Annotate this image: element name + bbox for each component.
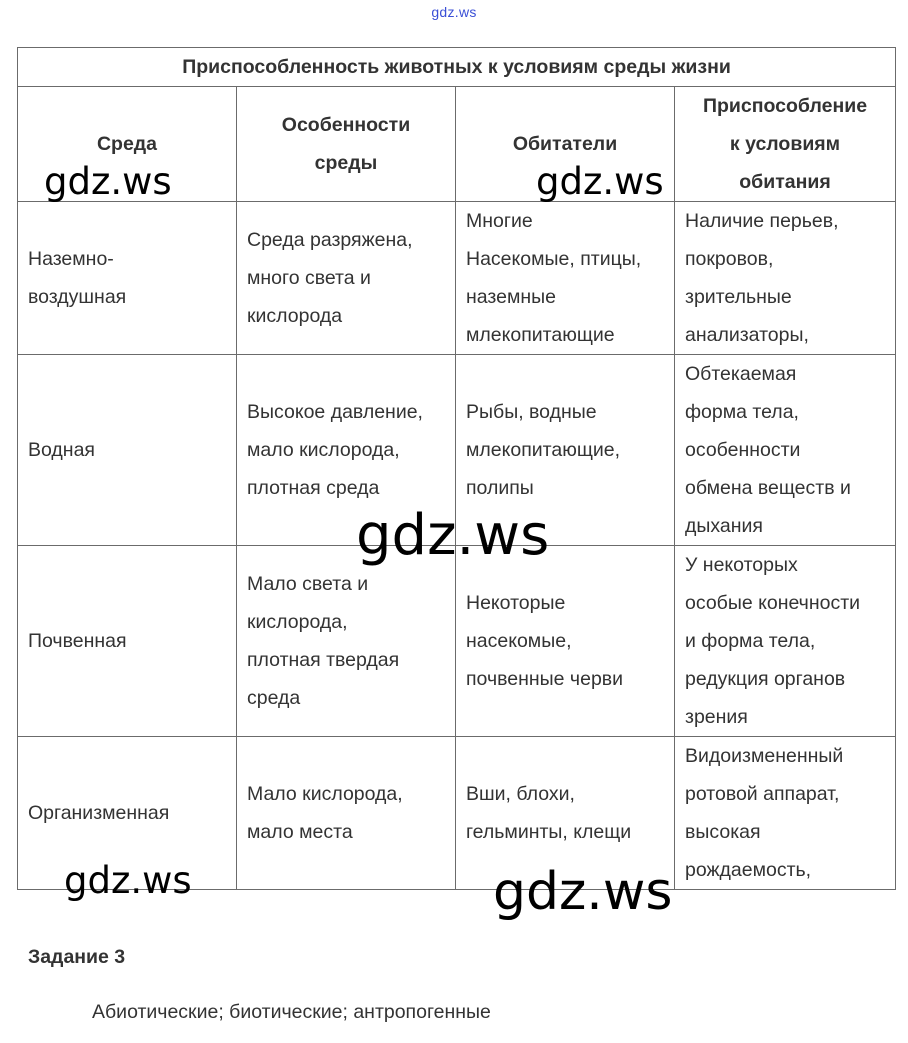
cell-line: зрительные [685,286,792,308]
cell-line: высокая [685,821,761,843]
cell-line: к условиям [729,133,841,155]
cell-line: млекопитающие, [466,439,621,461]
header-features [237,87,456,202]
table-title: Приспособленность животных к условиям среды жизни [18,48,896,87]
adaptation-table [17,47,896,890]
table-title-row [18,48,896,87]
cell-line: Наземно- [28,248,114,270]
cell-line: и форма тела, [685,630,816,652]
cell-features [237,202,456,355]
cell-line: Видоизмененный [685,745,844,767]
header-adaptation [675,87,896,202]
cell-line: наземные [466,286,556,308]
cell-line: мало места [247,821,353,843]
cell-line: плотная среда [247,477,380,499]
cell-adaptation [675,546,896,737]
task-answer: Абиотические; биотические; антропогенные [92,1001,491,1023]
cell-line: Вши, блохи, [466,783,575,805]
cell-adaptation [675,737,896,890]
cell-line: дыхания [685,515,763,537]
cell-line: мало кислорода, [247,439,400,461]
cell-line: млекопитающие [466,324,615,346]
cell-line: обмена веществ и [685,477,851,499]
cell-line: Насекомые, птицы, [466,248,642,270]
cell-line: Организменная [28,802,170,824]
cell-line: среда [247,687,301,709]
table-header-row [18,87,896,202]
cell-line: У некоторых [685,554,798,576]
cell-line: насекомые, [466,630,572,652]
cell-line: форма тела, [685,401,799,423]
cell-line: редукция органов [685,668,846,690]
cell-features [237,355,456,546]
watermark: gdz.ws [44,160,172,203]
cell-line: ротовой аппарат, [685,783,840,805]
cell-environment [18,202,237,355]
cell-line: особенности [685,439,801,461]
cell-line: Особенности [281,114,411,136]
cell-line: кислорода, [247,611,348,633]
cell-line: Среда [96,133,158,155]
cell-line: кислорода [247,305,343,327]
cell-adaptation [675,355,896,546]
header-environment [18,87,237,202]
cell-adaptation [675,202,896,355]
cell-line: Некоторые [466,592,566,614]
cell-line: Наличие перьев, [685,210,839,232]
cell-line: полипы [466,477,534,499]
cell-features [237,737,456,890]
cell-features [237,546,456,737]
cell-inhabitants [456,546,675,737]
cell-line: Приспособление [702,95,868,117]
cell-inhabitants [456,355,675,546]
header-inhabitants [456,87,675,202]
cell-line: покровов, [685,248,774,270]
table-row [18,355,896,546]
cell-line: среды [314,152,378,174]
cell-environment [18,355,237,546]
cell-line: много света и [247,267,371,289]
cell-line: особые конечности [685,592,861,614]
cell-inhabitants [456,202,675,355]
top-watermark-link[interactable]: gdz.ws [431,4,477,20]
cell-line: Водная [28,439,95,461]
table-row [18,202,896,355]
cell-line: анализаторы, [685,324,809,346]
table-row [18,737,896,890]
cell-environment [18,737,237,890]
cell-inhabitants [456,737,675,890]
watermark: gdz.ws [536,160,664,203]
table-row [18,546,896,737]
cell-line: обитания [739,171,831,193]
cell-line: Мало света и [247,573,369,595]
cell-line: Многие [466,210,533,232]
cell-line: Обтекаемая [685,363,797,385]
cell-line: гельминты, клещи [466,821,632,843]
cell-line: Среда разряжена, [247,229,413,251]
watermark: gdz.ws [493,862,673,922]
watermark: gdz.ws [356,503,550,568]
cell-line: Высокое давление, [247,401,423,423]
cell-line: почвенные черви [466,668,624,690]
cell-line: плотная твердая [247,649,400,671]
task-title: Задание 3 [28,946,126,968]
cell-line: рождаемость, [685,859,812,881]
cell-line: зрения [685,706,748,728]
watermark: gdz.ws [64,859,192,902]
cell-line: Мало кислорода, [247,783,403,805]
cell-line: Рыбы, водные [466,401,597,423]
cell-environment [18,546,237,737]
cell-line: Обитатели [512,133,618,155]
cell-line: воздушная [28,286,127,308]
cell-line: Почвенная [28,630,127,652]
